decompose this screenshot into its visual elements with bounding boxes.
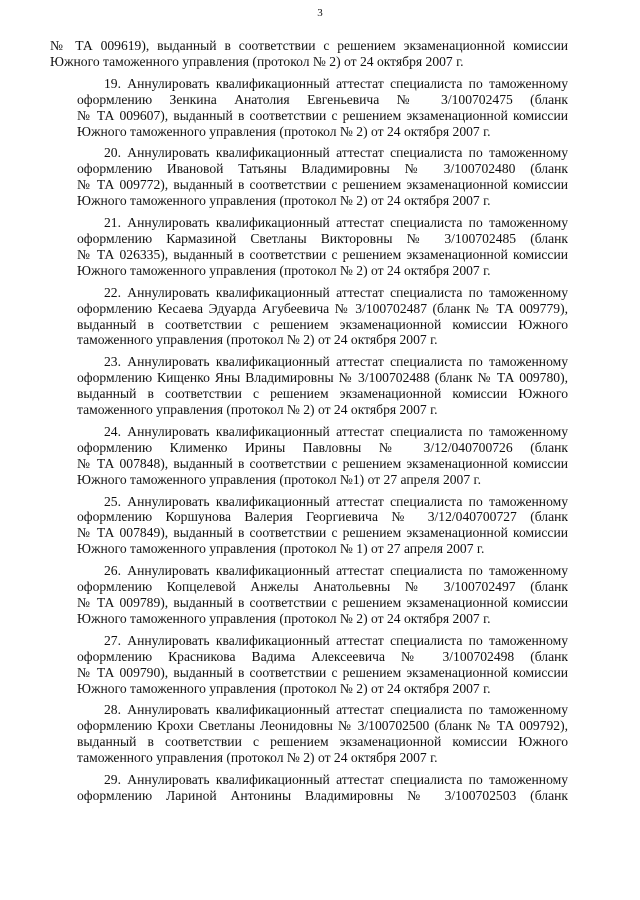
text-line: оформлению Зенкина Анатолия Евгеньевича № 3/100702475 (бланк (77, 91, 568, 107)
text-line: 25. Аннулировать квалификационный аттестат специалиста по таможенному (104, 493, 568, 509)
text-line: оформлению Ивановой Татьяны Владимировны № 3/100702480 (бланк (77, 161, 568, 177)
text-line: № ТА 009789), выданный в соответствии с решением экзаменационной комиссии (77, 595, 568, 610)
text-line: оформлению Крохи Светланы Леонидовны № 3/100702500 (бланк № ТА 009792), (77, 718, 568, 734)
text-line: 20. Аннулировать квалификационный аттестат специалиста по таможенному (104, 145, 568, 161)
text-line: 28. Аннулировать квалификационный аттестат специалиста по таможенному (104, 702, 568, 718)
paragraph (50, 38, 568, 70)
text-line: оформлению Кармазиной Светланы Викторовны № 3/100702485 (бланк (77, 230, 568, 246)
text-line: № ТА 009619), выданный в соответствии с решением экзаменационной комиссии (50, 38, 568, 53)
text-line: № ТА 009607), выданный в соответствии с решением экзаменационной комиссии (77, 107, 568, 123)
paragraph (50, 285, 568, 349)
text-line: таможенного управления (протокол № 2) от 24 октября 2007 г. (77, 402, 438, 418)
text-line: 22. Аннулировать квалификационный аттестат специалиста по таможенному (104, 284, 568, 300)
paragraph (50, 145, 568, 209)
text-line: оформлению Клименко Ирины Павловны № 3/12/040700726 (бланк (77, 439, 568, 455)
paragraph (50, 354, 568, 418)
text-line: № ТА 007848), выданный в соответствии с решением экзаменационной комиссии (77, 455, 568, 471)
paragraph (50, 215, 568, 279)
paragraph (50, 702, 568, 766)
text-line: 19. Аннулировать квалификационный аттестат специалиста по таможенному (104, 75, 568, 91)
text-line: выданный в соответствии с решением экзаменационной комиссии Южного (77, 734, 568, 750)
page-number: 3 (317, 7, 323, 19)
text-line: № ТА 009772), выданный в соответствии с решением экзаменационной комиссии (77, 177, 568, 193)
text-line: таможенного управления (протокол № 2) от 24 октября 2007 г. (77, 332, 438, 348)
text-line: 29. Аннулировать квалификационный аттестат специалиста по таможенному (104, 772, 568, 788)
text-line: 21. Аннулировать квалификационный аттестат специалиста по таможенному (104, 215, 568, 231)
text-line: оформлению Коршунова Валерия Георгиевича № 3/12/040700727 (бланк (77, 509, 568, 525)
text-line: № ТА 009790), выданный в соответствии с решением экзаменационной комиссии (77, 664, 568, 680)
text-line: оформлению Кесаева Эдуарда Агубеевича № 3/100702487 (бланк № ТА 009779), (77, 300, 568, 316)
text-line: выданный в соответствии с решением экзаменационной комиссии Южного (77, 386, 568, 402)
text-line: Южного таможенного управления (протокол № 2) от 24 октября 2007 г. (77, 193, 491, 209)
text-line: оформлению Красникова Вадима Алексеевича № 3/100702498 (бланк (77, 648, 568, 664)
text-line: 23. Аннулировать квалификационный аттестат специалиста по таможенному (104, 354, 568, 370)
text-line: Южного таможенного управления (протокол № 2) от 24 октября 2007 г. (50, 53, 464, 69)
text-line: таможенного управления (протокол № 2) от 24 октября 2007 г. (77, 750, 438, 766)
text-line: Южного таможенного управления (протокол № 1) от 27 апреля 2007 г. (77, 541, 485, 557)
text-line: оформлению Лариной Антонины Владимировны № 3/100702503 (бланк (77, 787, 568, 803)
text-line: 24. Аннулировать квалификационный аттестат специалиста по таможенному (104, 423, 568, 439)
paragraph (50, 633, 568, 697)
text-line: 27. Аннулировать квалификационный аттестат специалиста по таможенному (104, 632, 568, 648)
document-body (50, 38, 568, 810)
text-line: Южного таможенного управления (протокол № 2) от 24 октября 2007 г. (77, 610, 491, 626)
paragraph (50, 76, 568, 140)
text-line: Южного таможенного управления (протокол № 2) от 24 октября 2007 г. (77, 680, 491, 696)
text-line: Южного таможенного управления (протокол № 2) от 24 октября 2007 г. (77, 123, 491, 139)
text-line: 26. Аннулировать квалификационный аттестат специалиста по таможенному (104, 563, 568, 579)
text-line: № ТА 007849), выданный в соответствии с решением экзаменационной комиссии (77, 525, 568, 541)
text-line: Южного таможенного управления (протокол №1) от 27 апреля 2007 г. (77, 471, 481, 487)
paragraph (50, 494, 568, 558)
paragraph (50, 563, 568, 627)
text-line: Южного таможенного управления (протокол № 2) от 24 октября 2007 г. (77, 262, 491, 278)
paragraph (50, 424, 568, 488)
text-line: оформлению Копцелевой Анжелы Анатольевны № 3/100702497 (бланк (77, 579, 568, 595)
text-line: оформлению Кищенко Яны Владимировны № 3/100702488 (бланк № ТА 009780), (77, 370, 568, 386)
paragraph (50, 772, 568, 804)
text-line: № ТА 026335), выданный в соответствии с решением экзаменационной комиссии (77, 246, 568, 262)
text-line: выданный в соответствии с решением экзаменационной комиссии Южного (77, 316, 568, 332)
